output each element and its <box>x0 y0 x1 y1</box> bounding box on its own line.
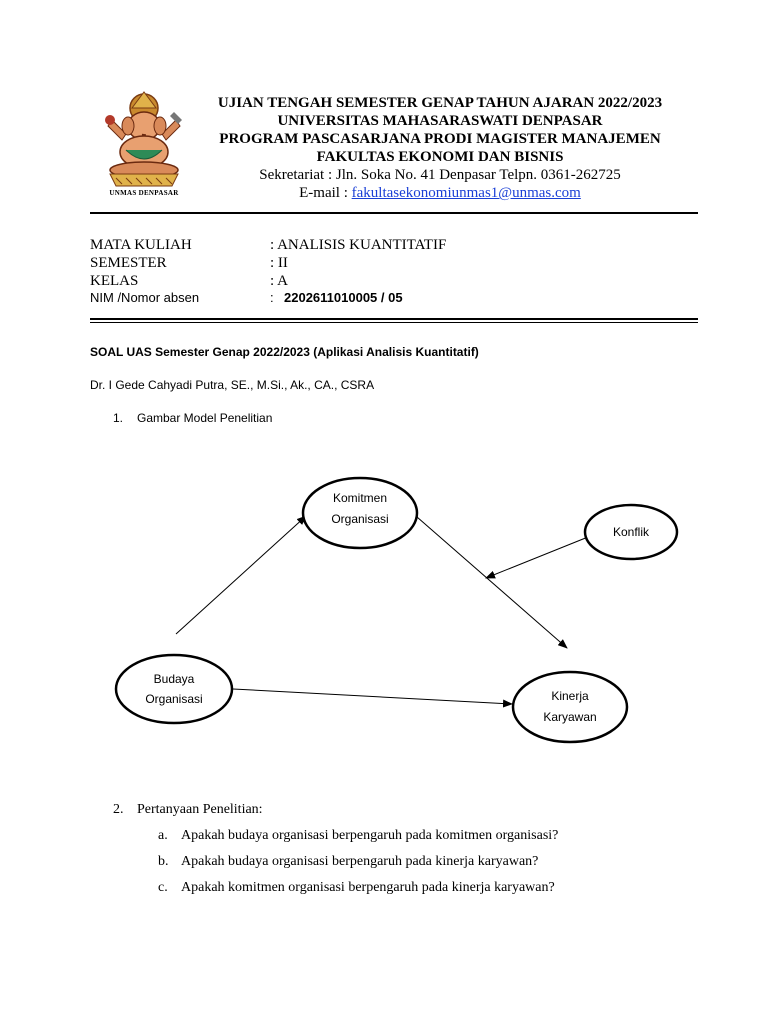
konflik-label: Konflik <box>612 525 650 539</box>
email-label: E-mail : <box>299 185 352 201</box>
kelas-label: KELAS <box>90 273 139 289</box>
nim-value: 2202611010005 / 05 <box>284 290 403 305</box>
node-budaya-organisasi <box>116 655 232 723</box>
kinerja-label-line1: Kinerja <box>551 689 589 703</box>
question-2-text: Pertanyaan Penelitian: <box>137 802 263 817</box>
logo-caption: UNMAS DENPASAR <box>109 189 179 197</box>
secretariat-address: Sekretariat : Jln. Soka No. 41 Denpasar Telpn. 0361-262725 <box>259 167 621 183</box>
semester-value: : II <box>270 255 288 271</box>
arrow-budaya-to-komitmen <box>176 516 306 634</box>
komitmen-label-line2: Organisasi <box>331 512 389 526</box>
komitmen-label-line1: Komitmen <box>332 491 388 505</box>
sub-question-a-letter: a. <box>158 828 168 843</box>
sub-question-c-text: Apakah komitmen organisasi berpengaruh pada kinerja karyawan? <box>181 880 555 895</box>
sub-question-b-letter: b. <box>158 854 169 869</box>
nim-separator: : <box>270 290 274 305</box>
semester-label: SEMESTER <box>90 255 167 271</box>
university-name: UNIVERSITAS MAHASARASWATI DENPASAR <box>277 113 603 129</box>
soal-title: SOAL UAS Semester Genap 2022/2023 (Aplikasi Analisis Kuantitatif) <box>90 345 479 359</box>
kelas-value: : A <box>270 273 288 289</box>
arrow-budaya-to-kinerja <box>233 689 512 704</box>
lecturer-name: Dr. I Gede Cahyadi Putra, SE., M.Si., Ak., CA., CSRA <box>90 378 375 392</box>
question-2-number: 2. <box>113 802 124 817</box>
arrow-komitmen-to-kinerja <box>417 517 567 648</box>
budaya-label-line1: Budaya <box>153 672 195 686</box>
nim-label: NIM /Nomor absen <box>90 290 200 305</box>
program-name: PROGRAM PASCASARJANA PRODI MAGISTER MANAJEMEN <box>219 131 661 147</box>
sub-question-b-text: Apakah budaya organisasi berpengaruh pada kinerja karyawan? <box>181 854 539 869</box>
faculty-name: FAKULTAS EKONOMI DAN BISNIS <box>316 149 564 165</box>
question-1-number: 1. <box>113 411 124 425</box>
question-1-text: Gambar Model Penelitian <box>137 411 273 425</box>
email-link[interactable]: fakultasekonomiunmas1@unmas.com <box>351 185 581 201</box>
sub-question-c-letter: c. <box>158 880 168 895</box>
budaya-label-line2: Organisasi <box>145 692 203 706</box>
sub-question-a-text: Apakah budaya organisasi berpengaruh pada komitmen organisasi? <box>181 828 559 843</box>
mata-kuliah-value: : ANALISIS KUANTITATIF <box>270 237 447 253</box>
kinerja-label-line2: Karyawan <box>543 710 597 724</box>
exam-title: UJIAN TENGAH SEMESTER GENAP TAHUN AJARAN 2022/2023 <box>217 95 663 111</box>
arrow-konflik-moderation <box>486 537 588 578</box>
mata-kuliah-label: MATA KULIAH <box>90 237 192 253</box>
node-kinerja-karyawan <box>513 672 627 742</box>
